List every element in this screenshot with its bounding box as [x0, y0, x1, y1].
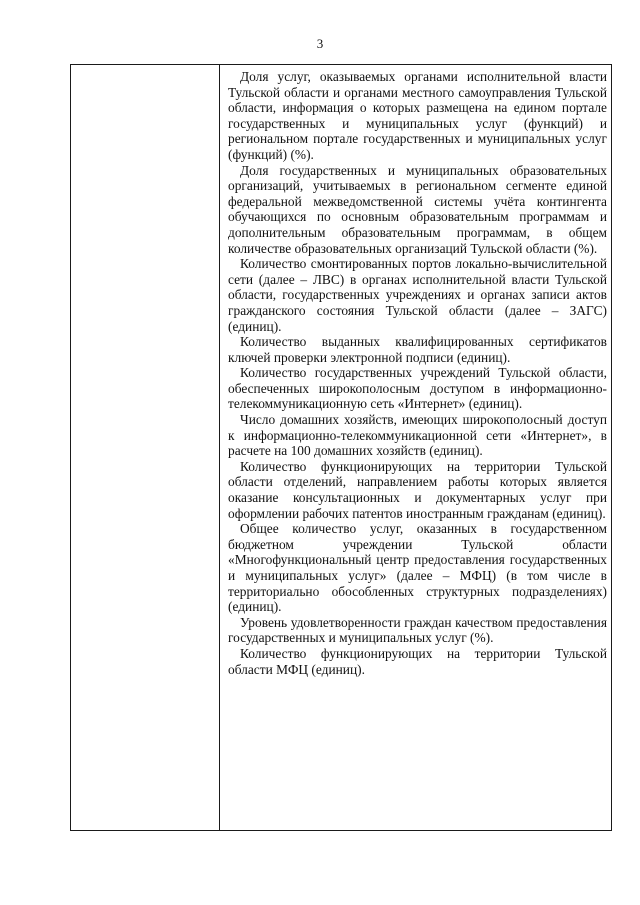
indicator-paragraph: Количество государственных учреждений Тульской области, обеспеченных широкополосным доступом в информационно-телекоммуникационную сеть «Интернет» (единиц).	[228, 365, 607, 412]
page-number: 3	[316, 36, 324, 51]
table-left-cell	[71, 65, 219, 830]
indicator-paragraph: Уровень удовлетворенности граждан качеством предоставления государственных и муниципальных услуг (%).	[228, 614, 607, 646]
indicator-paragraph: Количество функционирующих на территории Тульской области отделений, направлением работы которых является оказание консультационных и документарных услуг при оформлении рабочих патентов иностранным гражданам (единиц).	[228, 458, 607, 521]
table-right-cell	[228, 69, 607, 677]
indicator-paragraph: Общее количество услуг, оказанных в государственном бюджетном учреждении Тульской области «Многофункциональный центр предоставления государственных и муниципальных услуг» (далее – МФЦ) (в том числе в территориально обособленных структурных подразделениях) (единиц).	[228, 521, 607, 615]
indicator-paragraph: Количество функционирующих на территории Тульской области МФЦ (единиц).	[228, 645, 607, 677]
indicator-paragraph: Доля услуг, оказываемых органами исполнительной власти Тульской области и органами местного самоуправления Тульской области, информация о которых размещена на едином портале государственных и муниципальных услуг (функций) и региональном портале государственных и муниципальных услуг (функций) (%).	[228, 69, 607, 162]
indicators-table	[70, 64, 612, 831]
indicator-paragraph: Число домашних хозяйств, имеющих широкополосный доступ к информационно-телекоммуникационной сети «Интернет», в расчете на 100 домашних хозяйств (единиц).	[228, 412, 607, 459]
indicator-paragraph: Доля государственных и муниципальных образовательных организаций, учитываемых в региональном сегменте единой федеральной межведомственной системы учёта контингента обучающихся по основным образовательным программам и дополнительным образовательным программам, в общем количестве образовательных организаций Тульской области (%).	[228, 162, 607, 256]
indicator-paragraph: Количество смонтированных портов локально-вычислительной сети (далее – ЛВС) в органах исполнительной власти Тульской области, государственных учреждениях и органах записи актов гражданского состояния Тульской области (далее – ЗАГС) (единиц).	[228, 256, 607, 334]
column-divider	[219, 65, 220, 830]
indicator-paragraph: Количество выданных квалифицированных сертификатов ключей проверки электронной подписи (единиц).	[228, 334, 607, 365]
